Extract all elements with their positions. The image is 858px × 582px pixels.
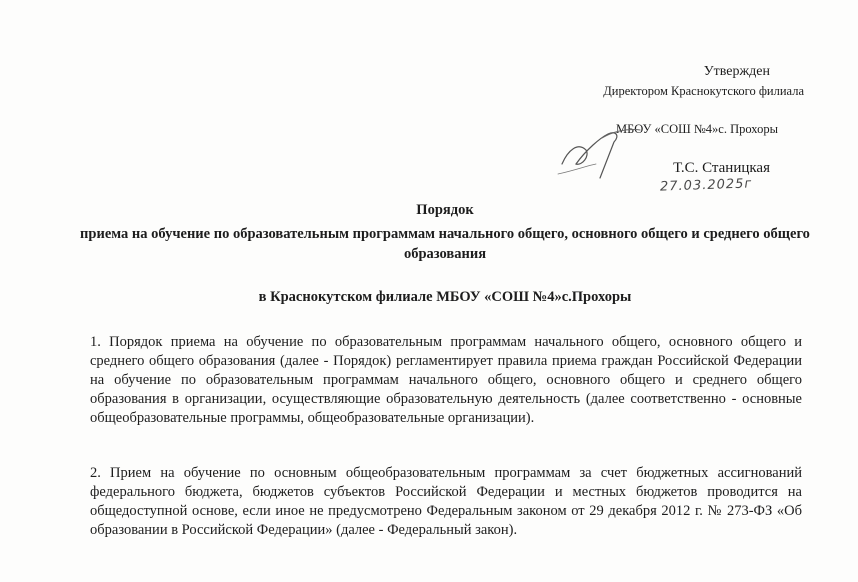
approval-label: Утвержден [703,64,770,79]
handwritten-signature [556,120,656,180]
document-title: Порядок [416,202,474,218]
approval-director: Директором Краснокутского филиала [603,84,804,98]
approval-school: МБОУ «СОШ №4»с. Прохоры [616,122,778,136]
document-subtitle: приема на обучение по образовательным программам начального общего, основного общего и среднего общего образования [80,226,810,262]
document-branch-heading: в Краснокутском филиале МБОУ «СОШ №4»с.Прохоры [258,289,632,305]
paragraph-1: 1. Порядок приема на обучение по образовательным программам начального общего, основного общего и среднего общего образования (далее - Порядок) регламентирует правила приема граждан Российской Федерации на обучение по образовательным программам начального общего, основного общего и среднего общего образования в организации, осуществляющие образовательную деятельность (далее соответственно - основные общеобразовательные программы, общеобразовательные организации). [90,334,802,426]
approval-signatory-name: Т.С. Станицкая [673,160,770,176]
paragraph-2: 2. Прием на обучение по основным общеобразовательным программам за счет бюджетных ассигнований федерального бюджета, бюджетов субъектов Российской Федерации и местных бюджетов проводится на общедоступной основе, если иное не предусмотрено Федеральным законом от 29 декабря 2012 г. № 273-ФЗ «Об образовании в Российской Федерации» (далее - Федеральный закон). [90,465,802,538]
approval-date: 27.03.2025г [659,176,753,195]
